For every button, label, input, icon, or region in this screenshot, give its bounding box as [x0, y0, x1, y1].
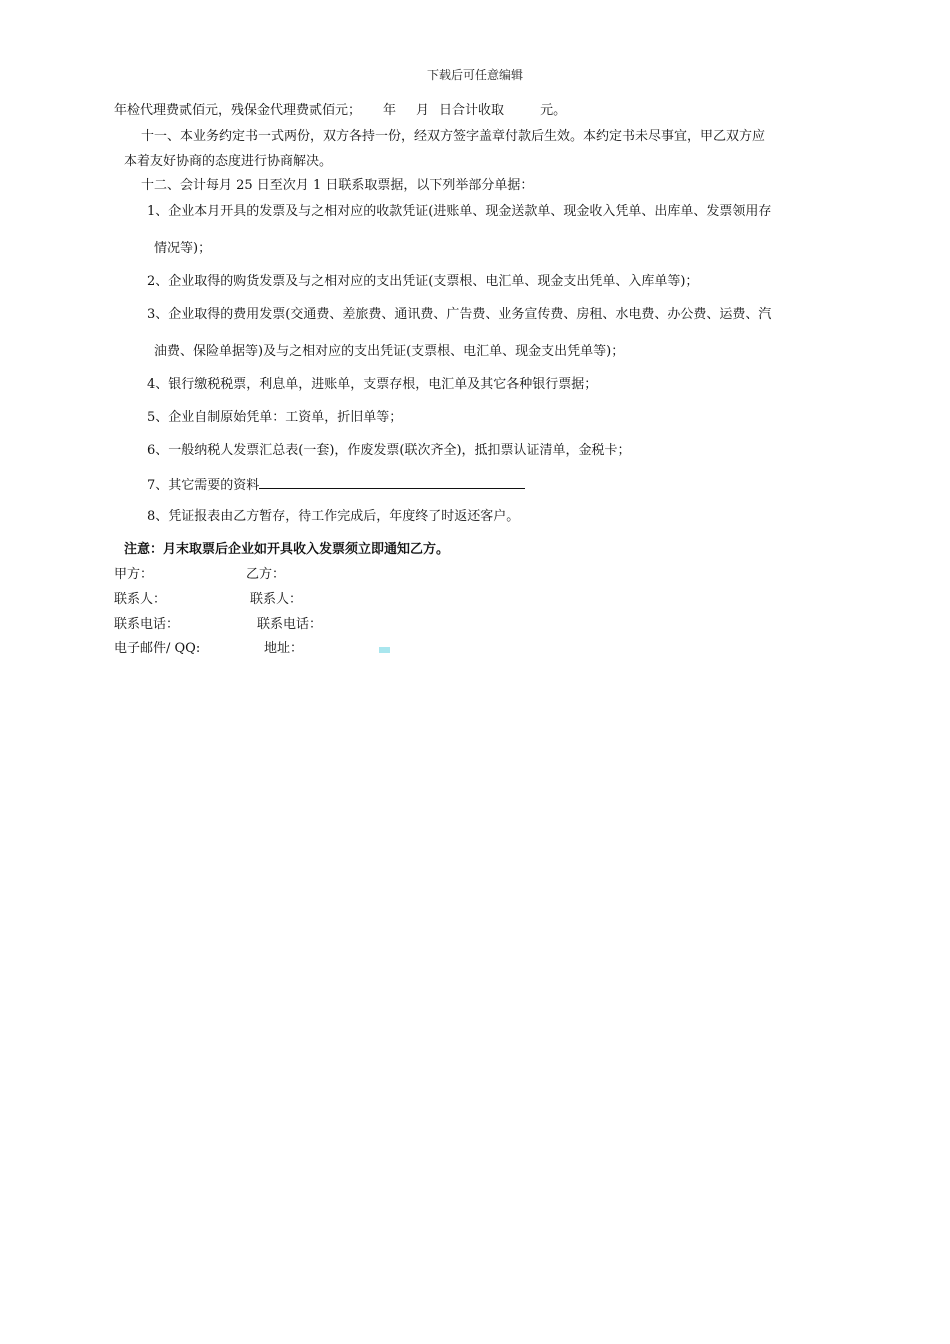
clause11-line2: 本着友好协商的态度进行协商解决。: [124, 154, 333, 169]
list-item-1: 1、企业本月开具的发票及与之相对应的收款凭证(进账单、现金送款单、现金收入凭单、出库单、发票领用存: [147, 204, 772, 219]
list-item-3-cont: 油费、保险单据等)及与之相对应的支出凭证(支票根、电汇单、现金支出凭单等)；: [154, 344, 625, 359]
clause12-heading: 十二、会计每月 25 日至次月 1 日联系取票据，以下列举部分单据：: [141, 178, 534, 193]
list-item-3: 3、企业取得的费用发票(交通费、差旅费、通讯费、广告费、业务宣传费、房租、水电费、办公费、运费、汽: [147, 307, 772, 322]
list-item-7: [147, 476, 525, 494]
party-b-label: 乙方：: [246, 567, 286, 582]
phone-a-label: 联系电话：: [114, 617, 180, 632]
list-item-4: 4、银行缴税税票，利息单，进账单，支票存根，电汇单及其它各种银行票据；: [147, 377, 598, 392]
contact-b-label: 联系人：: [250, 592, 303, 607]
address-b-label: 地址：: [264, 641, 304, 656]
fee-unit: 元。: [540, 103, 567, 118]
party-a-label: 甲方：: [114, 567, 154, 582]
phone-b-label: 联系电话：: [257, 617, 323, 632]
clause11-line1: 十一、本业务约定书一式两份，双方各持一份，经双方签字盖章付款后生效。本约定书未尽事宜，甲乙双方应: [141, 129, 766, 144]
notice: 注意：月末取票后企业如开具收入发票须立即通知乙方。: [124, 542, 450, 557]
list-item-8: 8、凭证报表由乙方暂存，待工作完成后，年度终了时返还客户。: [147, 509, 520, 524]
fee-line: [114, 103, 566, 119]
list-item-2: 2、企业取得的购货发票及与之相对应的支出凭证(支票根、电汇单、现金支出凭单、入库单等)；: [147, 274, 699, 289]
fee-month: 月: [416, 103, 430, 118]
fee-day-total: 日合计收取: [439, 103, 505, 118]
highlight-mark: [379, 647, 390, 653]
fill-in-blank[interactable]: [259, 476, 525, 489]
fee-year: 年: [383, 103, 397, 118]
list-item-6: 6、一般纳税人发票汇总表(一套)，作废发票(联次齐全)，抵扣票认证清单，金税卡；: [147, 443, 631, 458]
page-header-note: 下载后可任意编辑: [426, 68, 523, 82]
list-item-5: 5、企业自制原始凭单：工资单，折旧单等；: [147, 410, 403, 425]
list-item-7-text: 7、其它需要的资料: [147, 478, 260, 493]
fee-text: 年检代理费贰佰元，残保金代理费贰佰元；: [114, 103, 362, 118]
list-item-1-cont: 情况等)；: [154, 241, 212, 256]
email-a-label: 电子邮件/ QQ:: [114, 641, 201, 656]
contact-a-label: 联系人：: [114, 592, 167, 607]
